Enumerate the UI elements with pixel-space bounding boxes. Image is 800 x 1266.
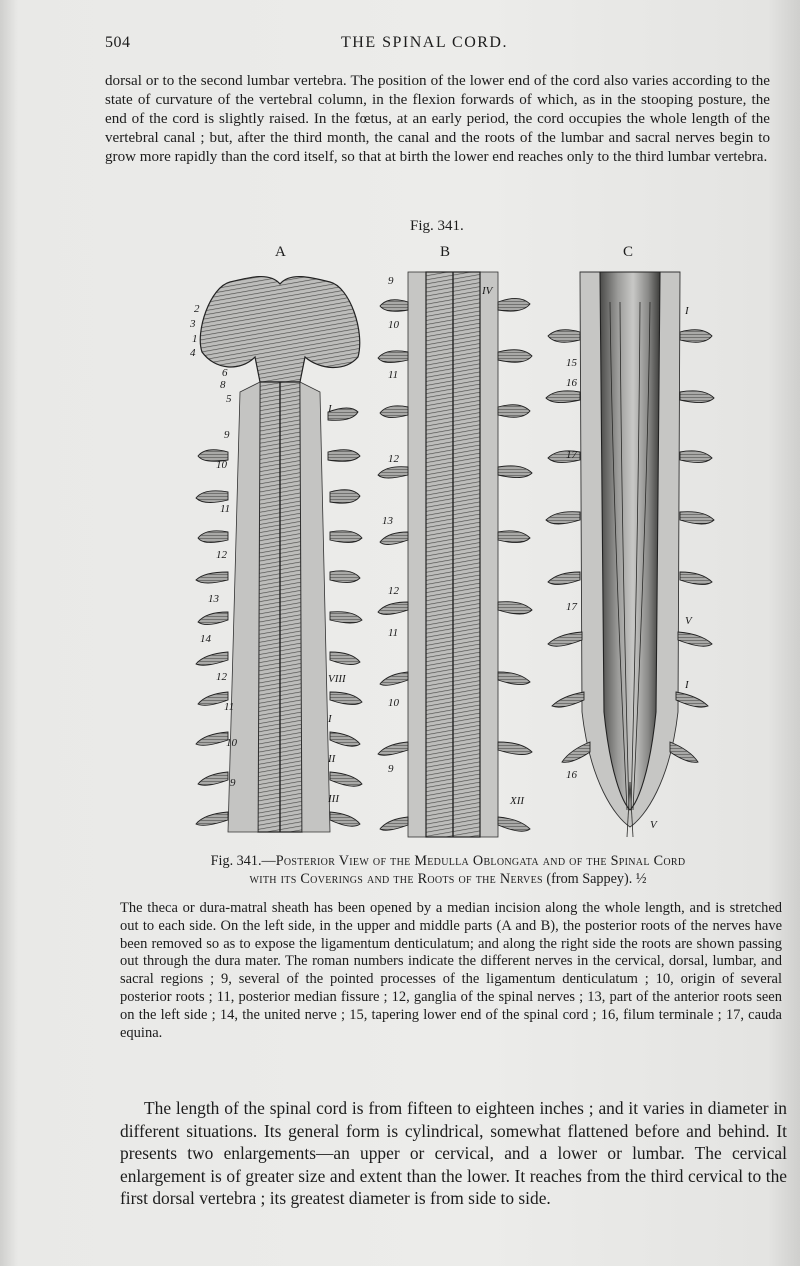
- caption-lead: Fig. 341.—: [210, 853, 276, 869]
- panel-c-left-label: 17: [566, 601, 577, 613]
- panel-b-left-label: 9: [388, 275, 394, 287]
- caption-suffix: (from Sappey).: [546, 871, 633, 887]
- panel-a-right-label: I: [328, 713, 332, 725]
- caption-title-line-1: Posterior View of the Medulla Oblongata and of the Spinal Cord: [275, 853, 686, 869]
- panel-b-left-label: 10: [388, 697, 399, 709]
- panel-b-left-label: 11: [388, 369, 399, 381]
- panel-a-left-label: 13: [208, 593, 219, 605]
- panel-a-left-label: 3: [190, 318, 196, 330]
- panel-c-right-label: V: [685, 615, 692, 627]
- panel-c-left-label: 15: [566, 357, 577, 369]
- figure-title: Fig. 341.: [410, 218, 464, 234]
- panel-c-letter: C: [623, 244, 634, 260]
- panel-b-drawing: [378, 272, 532, 837]
- panel-b-left-label: 13: [382, 515, 393, 527]
- panel-c-left-label: 16: [566, 377, 577, 389]
- panel-c-left-labels: [566, 357, 578, 781]
- panel-a-left-label: 6: [222, 367, 228, 379]
- intro-paragraph: dorsal or to the second lumbar vertebra. The position of the lower end of the cord also varies according to the state of curvature of the vertebral column, in the flexion forwards of which, as in the stooping posture, the end of the cord is slightly raised. In the fœtus, at an early period, the cord occupies the whole length of the vertebral canal ; but, after the third month, the canal and the roots of the lumbar and sacral nerves begin to grow more rapidly than the cord itself, so that at birth the lower end reaches only to the third lumbar vertebra.: [105, 73, 770, 165]
- panel-a-right-label: I: [328, 403, 332, 415]
- panel-a-left-label: 9: [230, 777, 236, 789]
- panel-c-right-label: I: [685, 679, 689, 691]
- panel-c-left-label: 17: [566, 449, 577, 461]
- page-number: 504: [105, 34, 131, 51]
- panel-a-left-label: 10: [216, 459, 227, 471]
- panel-c-right-b-label: XII: [510, 795, 525, 807]
- panel-a-left-label: 11: [224, 701, 235, 713]
- figure-caption: [118, 852, 778, 888]
- running-header: [105, 34, 785, 56]
- panel-b-left-label: 12: [388, 453, 399, 465]
- panel-a-left-label: 2: [194, 303, 200, 315]
- caption-title-line-2: with its Coverings and the Roots of the Nerves: [249, 871, 543, 887]
- panel-c-right-label: V: [650, 819, 657, 831]
- panel-a-left-label: 11: [220, 503, 231, 515]
- panel-a-left-label: 8: [220, 379, 226, 391]
- panel-b-left-label: 12: [388, 585, 399, 597]
- panel-b-left-labels: [382, 275, 400, 775]
- panel-a-left-label: 4: [190, 347, 196, 359]
- panel-a-left-label: 5: [226, 393, 232, 405]
- panel-a-left-label: 12: [216, 549, 227, 561]
- panel-b-left-label: 10: [388, 319, 399, 331]
- running-title: THE SPINAL CORD.: [341, 34, 508, 51]
- panel-a-left-label: 14: [200, 633, 211, 645]
- panel-c-right-label: I: [685, 305, 689, 317]
- panel-a-right-label: II: [328, 753, 336, 765]
- panel-a-letter: A: [275, 244, 286, 260]
- spinal-cord-illustration: [180, 262, 780, 842]
- panel-c-left-label: 16: [566, 769, 577, 781]
- panel-a-right-label: VIII: [328, 673, 346, 685]
- main-body-paragraph: The length of the spinal cord is from fifteen to eighteen inches ; and it varies in diameter in different situations. Its general form is cylindrical, somewhat flattened before and behind. It presents two enlargements—an upper or cervical, and a lower or lumbar. The cervical enlargement is of greater size and extent than the lower. It reaches from the third cervical to the first dorsal vertebra ; its greatest diameter is from side to side.: [120, 1098, 787, 1208]
- panel-c-right-b-label: IV: [482, 285, 493, 297]
- panel-a-left-label: 1: [192, 333, 198, 345]
- figure-legend-paragraph: The theca or dura-matral sheath has been opened by a median incision along the whole length, and is stretched out to each side. On the left side, in the upper and middle parts (A and B), the posterior roots of the nerves have been removed so as to expose the ligamentum denticulatum; and along the right side the roots are shown passing out through the dura mater. The roman numbers indicate the different nerves in the cervical, dorsal, lumbar, and sacral regions ; 9, several of the pointed processes of the ligamentum denticulatum ; 10, origin of several posterior roots ; 11, posterior median fissure ; 12, ganglia of the spinal nerves ; 13, part of the anterior roots seen on the left side ; 14, the united nerve ; 15, tapering lower end of the spinal cord ; 16, filum terminale ; 17, cauda equina.: [120, 900, 782, 1041]
- caption-scale: ½: [635, 871, 647, 887]
- panel-a-right-label: III: [328, 793, 339, 805]
- panel-a-left-label: 10: [226, 737, 237, 749]
- panel-a-left-label: 9: [224, 429, 230, 441]
- panel-a-left-labels: [189, 303, 238, 789]
- panel-a-left-label: 12: [216, 671, 227, 683]
- panel-b-letter: B: [440, 244, 451, 260]
- panel-b-left-label: 11: [388, 627, 399, 639]
- panel-b-left-label: 9: [388, 763, 394, 775]
